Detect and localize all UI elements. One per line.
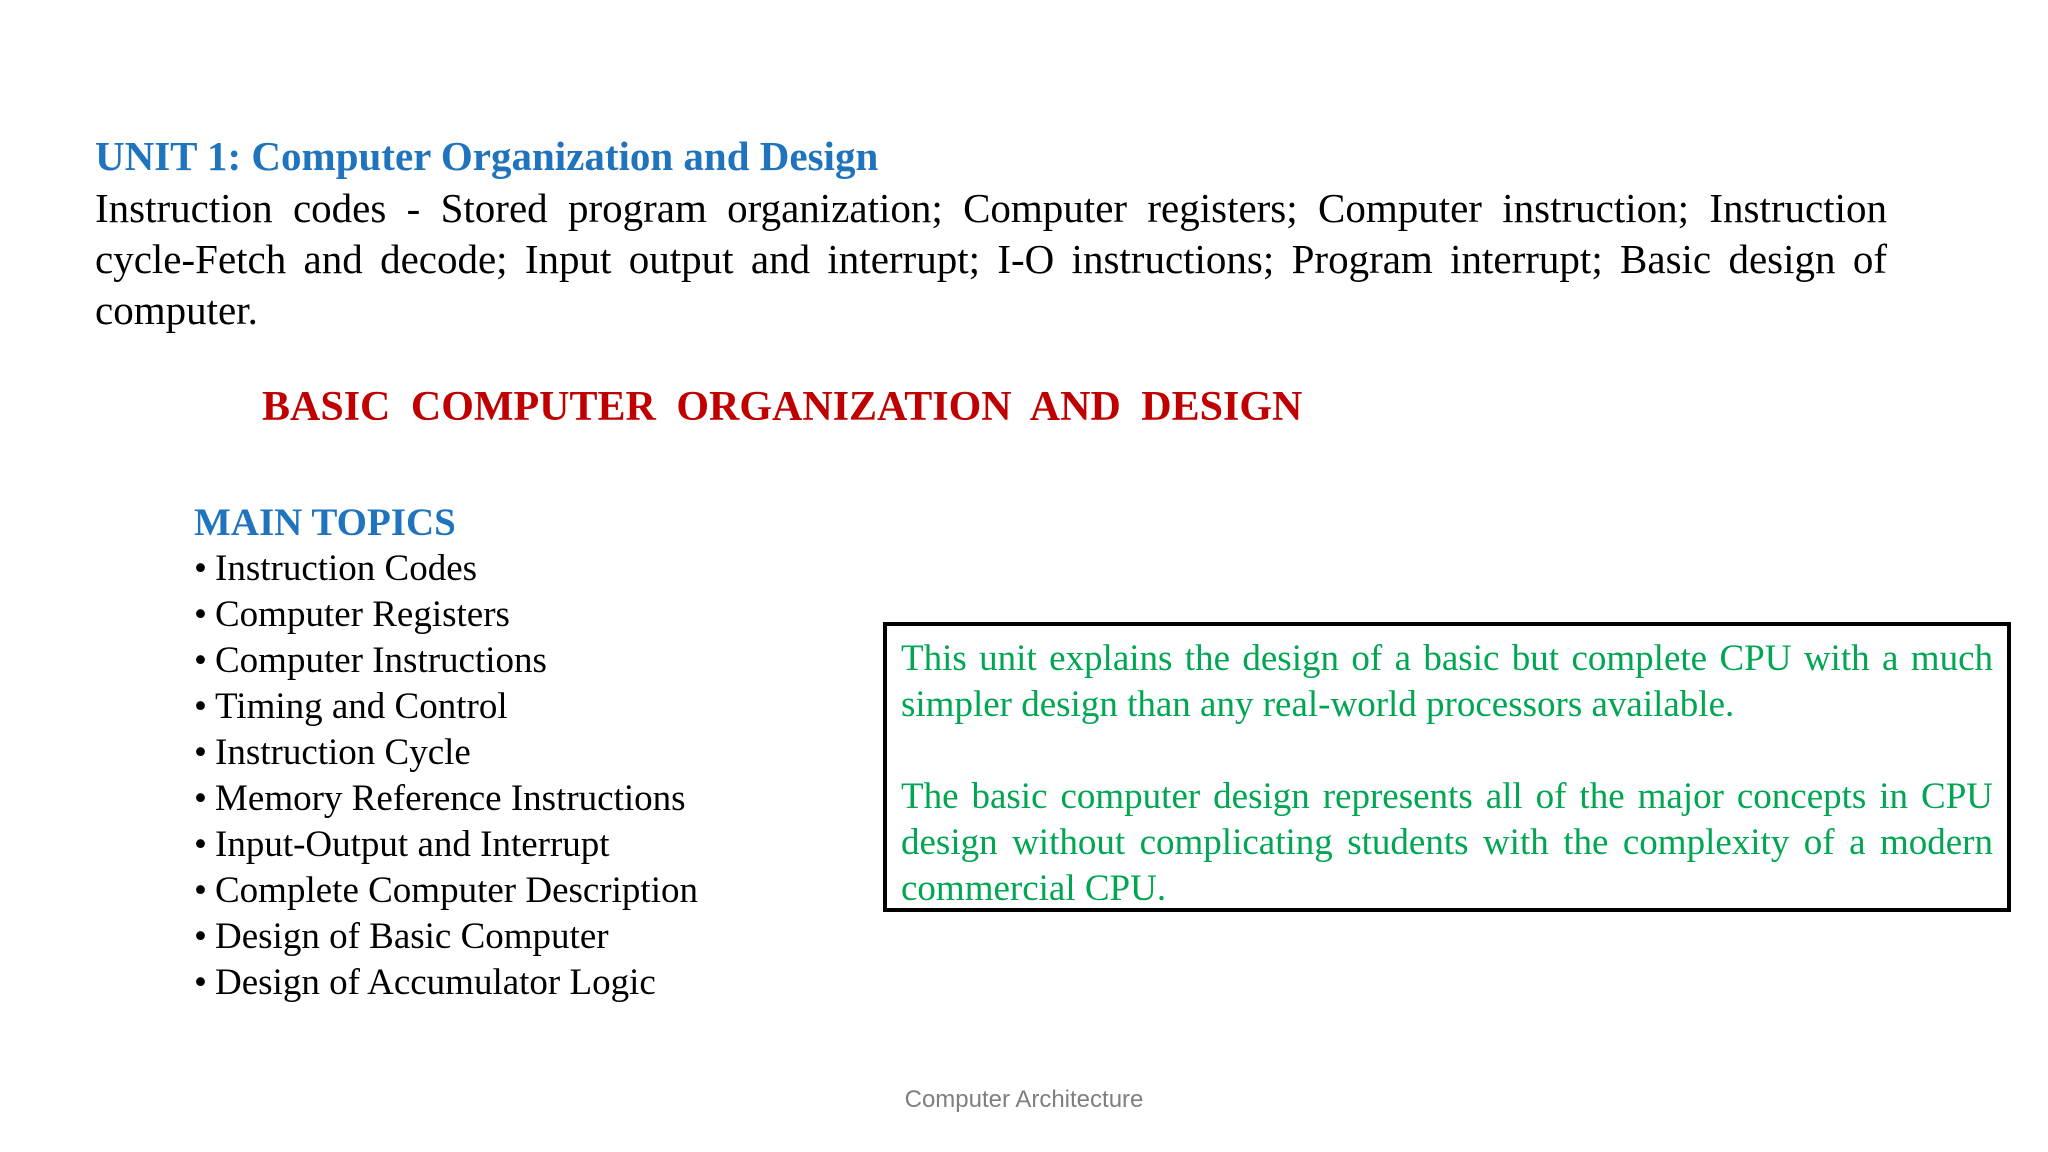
unit-description: Instruction codes - Stored program organization; Computer registers; Computer instruction; Instruction cycle-Fetch and decode; Input output and interrupt; I-O instructions; Program interrupt; Basic design of computer. [95,185,1887,333]
info-box [883,622,2011,912]
topic-label: Instruction Codes [215,548,478,589]
topic-item [194,960,698,1006]
bullet-icon: • [194,824,207,865]
topic-label: Memory Reference Instructions [215,778,686,819]
unit-title: UNIT 1: Computer Organization and Design [95,133,879,179]
info-paragraph-1: This unit explains the design of a basic but complete CPU with a much simpler design than any real-world processors available. [901,638,1993,725]
bullet-icon: • [194,594,207,635]
topic-item [194,730,698,776]
topic-label: Input-Output and Interrupt [215,824,610,865]
topic-label: Instruction Cycle [215,732,471,773]
topic-label: Complete Computer Description [215,870,698,911]
section-heading: BASIC COMPUTER ORGANIZATION AND DESIGN [262,384,1303,430]
footer: Computer Architecture [904,1086,1144,1113]
bullet-icon: • [194,870,207,911]
topic-item [194,914,698,960]
bullet-icon: • [194,640,207,681]
topic-item [194,592,698,638]
main-topics-heading: MAIN TOPICS [194,501,456,544]
bullet-icon: • [194,778,207,819]
topic-item [194,776,698,822]
topic-item [194,546,698,592]
info-paragraph-2: The basic computer design represents all of the major concepts in CPU design without complicating students with the complexity of a modern commercial CPU. [901,776,1993,909]
topic-label: Timing and Control [215,686,508,727]
topic-label: Design of Basic Computer [215,916,609,957]
bullet-icon: • [194,686,207,727]
topic-label: Computer Registers [215,594,510,635]
topic-label: Computer Instructions [215,640,547,681]
main-topics-list [194,546,698,1006]
topic-item [194,868,698,914]
bullet-icon: • [194,962,207,1003]
bullet-icon: • [194,732,207,773]
bullet-icon: • [194,548,207,589]
topic-label: Design of Accumulator Logic [215,962,656,1003]
topic-item [194,638,698,684]
topic-item [194,822,698,868]
topic-item [194,684,698,730]
bullet-icon: • [194,916,207,957]
